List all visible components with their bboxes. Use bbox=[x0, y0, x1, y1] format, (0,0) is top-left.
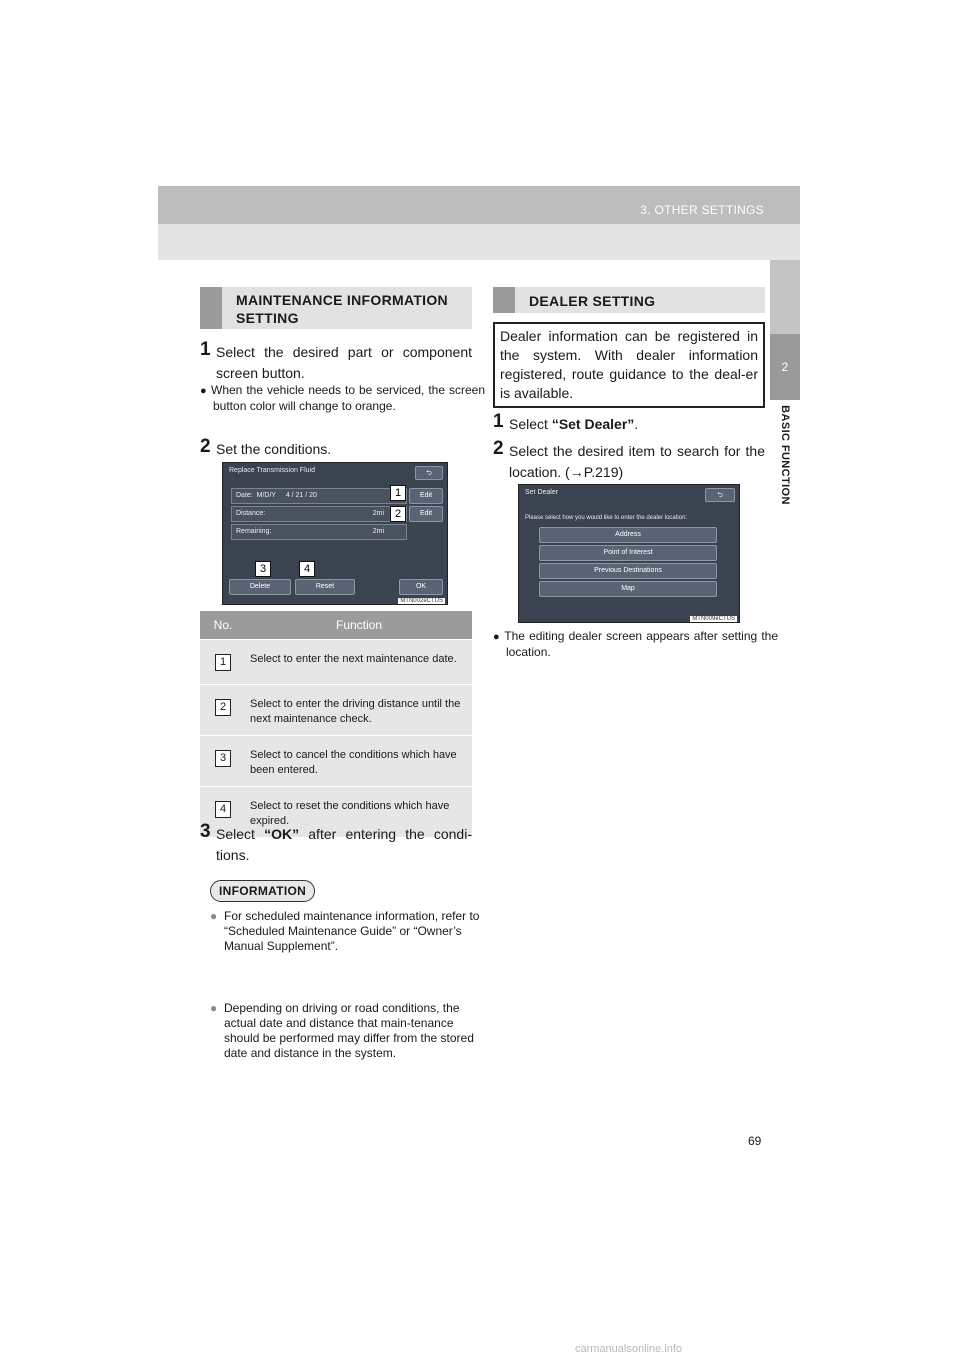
row-number: 2 bbox=[215, 699, 231, 716]
bullet-icon: ● bbox=[493, 631, 505, 643]
address-button: Address bbox=[539, 527, 717, 543]
header-subband bbox=[158, 224, 800, 260]
step-text: Set the conditions. bbox=[216, 441, 332, 457]
map-button: Map bbox=[539, 581, 717, 597]
step-text: Select the desired part or component screen button. bbox=[216, 344, 472, 381]
step-text: Select “OK” after entering the condi-tions. bbox=[216, 826, 472, 863]
remaining-field: Remaining: 2mi bbox=[231, 524, 407, 540]
back-icon: ⮌ bbox=[705, 488, 735, 502]
reset-button: Reset bbox=[295, 579, 355, 595]
point-of-interest-button: Point of Interest bbox=[539, 545, 717, 561]
header-no: No. bbox=[200, 611, 246, 640]
dealer-bullet: ● The editing dealer screen appears after setting the location. bbox=[493, 629, 779, 659]
row-function: Select to enter the next maintenance date. bbox=[246, 640, 472, 685]
screen-prompt: Please select how you would like to enter the dealer location: bbox=[525, 515, 688, 521]
set-dealer-reference: “Set Dealer” bbox=[551, 416, 635, 432]
distance-field: Distance: 2mi bbox=[231, 506, 407, 522]
step-number: 1 bbox=[493, 411, 504, 432]
bullet-icon: ● bbox=[210, 1001, 218, 1015]
step-text: Select “Set Dealer”. bbox=[509, 416, 639, 432]
date-field: Date: M/D/Y 4 / 21 / 20 bbox=[231, 488, 407, 504]
step-number: 3 bbox=[200, 821, 211, 842]
previous-destinations-button: Previous Destinations bbox=[539, 563, 717, 579]
step-number: 2 bbox=[493, 438, 504, 459]
side-tab-number: 2 bbox=[770, 334, 800, 400]
edit-distance-button: Edit bbox=[409, 506, 443, 522]
edit-date-button: Edit bbox=[409, 488, 443, 504]
maintenance-step-3 bbox=[200, 821, 472, 866]
step-number: 2 bbox=[200, 436, 211, 457]
image-code: MTN002eCTUS bbox=[400, 598, 443, 604]
dealer-step-1 bbox=[493, 411, 765, 435]
information-item: ● Depending on driving or road conditions, the actual date and distance that main-tenance should be performed may differ from the stored date and distance in the system. bbox=[210, 1001, 474, 1060]
row-function: Select to enter the driving distance until the next maintenance check. bbox=[246, 685, 472, 736]
section-header-bar bbox=[493, 287, 515, 313]
screen-title: Set Dealer bbox=[525, 489, 559, 496]
side-tab-spacer bbox=[770, 260, 800, 334]
step-number: 1 bbox=[200, 339, 211, 360]
table-row bbox=[200, 685, 472, 736]
row-number: 3 bbox=[215, 750, 231, 767]
dealer-step-2 bbox=[493, 438, 765, 483]
row-function: Select to cancel the conditions which have been entered. bbox=[246, 736, 472, 787]
maintenance-step-2 bbox=[200, 436, 472, 460]
delete-button: Delete bbox=[229, 579, 291, 595]
table-row bbox=[200, 640, 472, 685]
callout-3: 3 bbox=[255, 561, 271, 577]
watermark: carmanualsonline.info bbox=[575, 1343, 683, 1355]
bullet-icon: ● bbox=[210, 909, 218, 923]
chapter-title: 3. OTHER SETTINGS bbox=[640, 203, 764, 217]
callout-1: 1 bbox=[390, 485, 406, 501]
dealer-intro-box: Dealer information can be registered in the system. With dealer information registered, route guidance to the deal-er is available. bbox=[493, 322, 765, 408]
maintenance-section-header bbox=[200, 287, 472, 329]
back-icon: ⮌ bbox=[415, 466, 443, 480]
screen-title: Replace Transmission Fluid bbox=[229, 467, 315, 474]
function-table bbox=[200, 611, 472, 837]
image-code: MTN009eCTUS bbox=[692, 616, 735, 622]
dealer-section-title: DEALER SETTING bbox=[529, 293, 656, 309]
set-dealer-screen-image bbox=[518, 484, 740, 623]
callout-4: 4 bbox=[299, 561, 315, 577]
information-item: ● For scheduled maintenance information, refer to “Scheduled Maintenance Guide” or “Owner’s Manual Supplement”. bbox=[210, 909, 480, 953]
table-header-row bbox=[200, 611, 472, 640]
callout-2: 2 bbox=[390, 506, 406, 522]
table-row bbox=[200, 736, 472, 787]
maintenance-section-title: MAINTENANCE INFORMATION SETTING bbox=[236, 292, 448, 326]
step-text: Select the desired item to search for the location. (→P.219) bbox=[509, 443, 765, 480]
side-tab-label: BASIC FUNCTION bbox=[779, 405, 791, 505]
ok-reference: “OK” bbox=[264, 826, 300, 842]
row-number: 1 bbox=[215, 654, 231, 671]
information-badge: INFORMATION bbox=[210, 880, 315, 902]
page-number: 69 bbox=[748, 1134, 762, 1148]
maintenance-step-1-bullet: ● When the vehicle needs to be serviced, the screen button color will change to orange. bbox=[200, 383, 485, 413]
section-header-bar bbox=[200, 287, 222, 329]
maintenance-screen-image bbox=[222, 462, 448, 605]
header-function: Function bbox=[246, 611, 472, 640]
dealer-section-header bbox=[493, 287, 765, 313]
bullet-icon: ● bbox=[200, 385, 211, 397]
maintenance-step-1 bbox=[200, 339, 472, 384]
row-number: 4 bbox=[215, 801, 231, 818]
row-function: Select to reset the conditions which have expired. bbox=[246, 787, 472, 838]
ok-button: OK bbox=[399, 579, 443, 595]
